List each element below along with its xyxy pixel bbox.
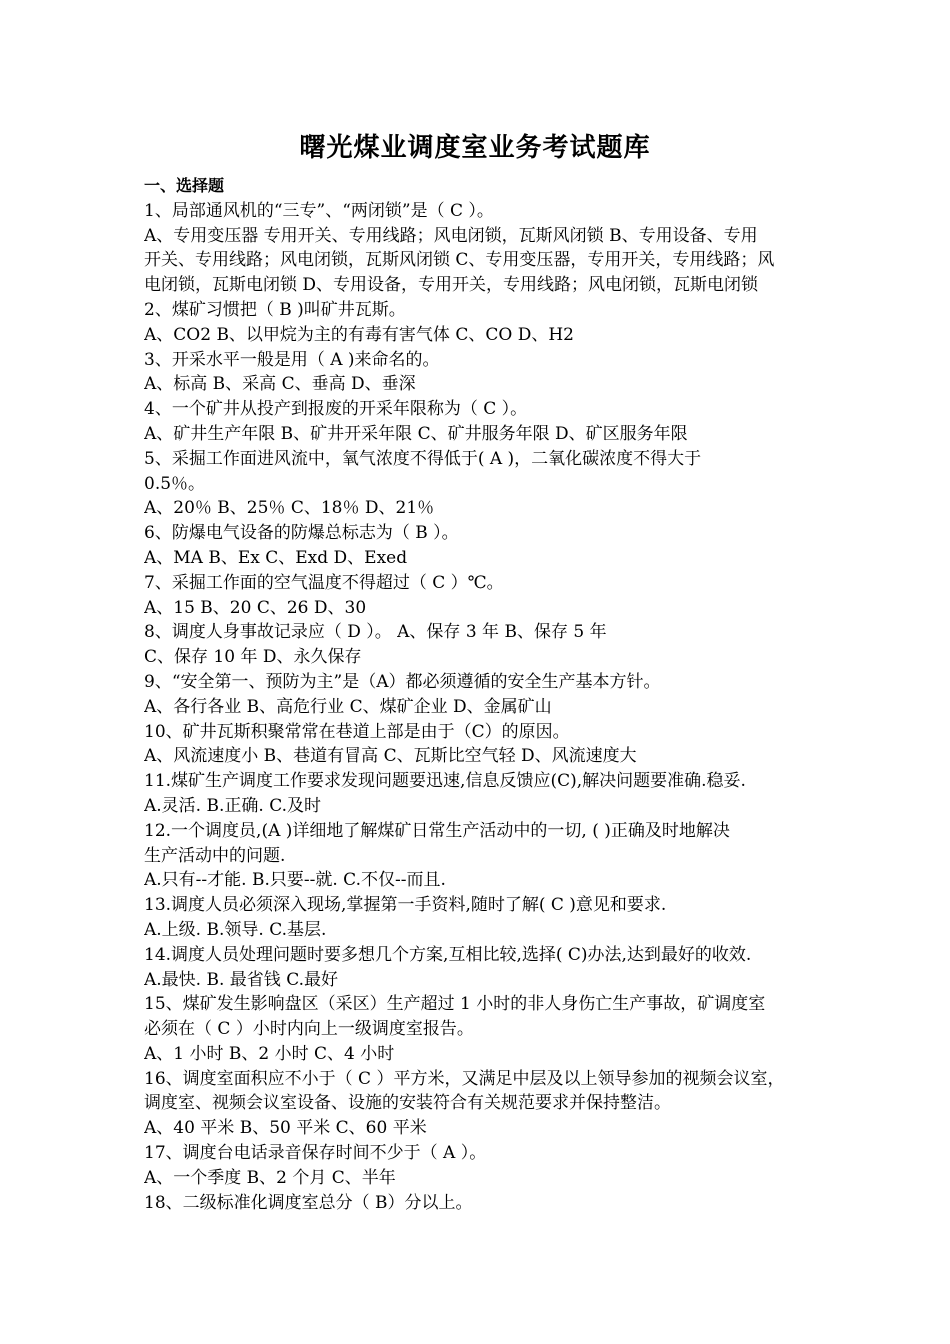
text-line: 15、煤矿发生影响盘区（采区）生产超过 1 小时的非人身伤亡生产事故，矿调度室 bbox=[144, 994, 766, 1015]
section-heading: 一、选择题 bbox=[144, 176, 225, 195]
text-line: 10、矿井瓦斯积聚常常在巷道上部是由于（C）的原因。 bbox=[144, 721, 570, 742]
text-line: 1、局部通风机的“三专”、“两闭锁”是（ C ）。 bbox=[144, 200, 494, 221]
text-line: A、1 小时 B、2 小时 C、4 小时 bbox=[144, 1043, 395, 1064]
text-line: A、一个季度 B、2 个月 C、半年 bbox=[144, 1167, 396, 1188]
text-line: A、40 平米 B、50 平米 C、60 平米 bbox=[144, 1118, 427, 1139]
text-line: 电闭锁，瓦斯电闭锁 D、专用设备，专用开关，专用线路；风电闭锁，瓦斯电闭锁 bbox=[144, 275, 759, 296]
text-line: A、标高 B、采高 C、垂高 D、垂深 bbox=[144, 374, 416, 395]
text-line: 16、调度室面积应不小于（ C ）平方米，又满足中层及以上领导参加的视频会议室， bbox=[144, 1068, 785, 1089]
document-body bbox=[144, 174, 816, 1215]
text-line: 14.调度人员处理问题时要多想几个方案,互相比较,选择( C)办法,达到最好的收效. bbox=[144, 944, 752, 965]
text-line: 11.煤矿生产调度工作要求发现问题要迅速,信息反馈应(C),解决问题要准确.稳妥. bbox=[144, 771, 746, 792]
text-line: 12.一个调度员,(A )详细地了解煤矿日常生产活动中的一切, ( )正确及时地解决 bbox=[144, 820, 730, 841]
text-line: 6、防爆电气设备的防爆总标志为（ B ）。 bbox=[144, 523, 459, 544]
text-line: C、保存 10 年 D、永久保存 bbox=[144, 647, 362, 668]
text-line: 5、采掘工作面进风流中，氧气浓度不得低于( A )，二氧化碳浓度不得大于 bbox=[144, 448, 702, 469]
text-line: A、15 B、20 C、26 D、30 bbox=[144, 597, 367, 618]
question-lines bbox=[144, 199, 816, 1216]
text-line: 9、“安全第一、预防为主”是（A）都必须遵循的安全生产基本方针。 bbox=[144, 671, 661, 692]
text-line: 4、一个矿井从投产到报废的开采年限称为（ C ）。 bbox=[144, 399, 528, 420]
text-line: 0.5％。 bbox=[144, 473, 206, 494]
text-line: A.上级. B.领导. C.基层. bbox=[144, 919, 327, 940]
text-line: A、专用变压器 专用开关、专用线路；风电闭锁，瓦斯风闭锁 B、专用设备、专用 bbox=[144, 225, 758, 246]
text-line: 13.调度人员必须深入现场,掌握第一手资料,随时了解( C )意见和要求. bbox=[144, 895, 667, 916]
text-line: 3、开采水平一般是用（ A )来命名的。 bbox=[144, 349, 440, 370]
text-line: A、CO2 B、以甲烷为主的有毒有害气体 C、CO D、H2 bbox=[144, 324, 574, 345]
text-line: 7、采掘工作面的空气温度不得超过（ C ）℃。 bbox=[144, 572, 504, 593]
document-title: 曙光煤业调度室业务考试题库 bbox=[299, 133, 651, 163]
text-line: A、MA B、Ex C、Exd D、Exed bbox=[144, 547, 408, 568]
text-line: A.只有--才能. B.只要--就. C.不仅--而且. bbox=[144, 870, 446, 891]
text-line: 必须在（ C ）小时内向上一级调度室报告。 bbox=[144, 1019, 474, 1040]
text-line: 生产活动中的问题. bbox=[144, 845, 286, 866]
text-line: 2、煤矿习惯把（ B )叫矿井瓦斯。 bbox=[144, 299, 406, 320]
text-line: A.灵活. B.正确. C.及时 bbox=[144, 795, 321, 816]
text-line: 17、调度台电话录音保存时间不少于（ A ）。 bbox=[144, 1143, 487, 1164]
text-line: A、20％ B、25％ C、18％ D、21％ bbox=[144, 498, 435, 519]
text-line: A、风流速度小 B、巷道有冒高 C、瓦斯比空气轻 D、风流速度大 bbox=[144, 746, 637, 767]
text-line: 8、调度人身事故记录应（ D ）。 A、保存 3 年 B、保存 5 年 bbox=[144, 622, 607, 643]
text-line: 开关、专用线路；风电闭锁，瓦斯风闭锁 C、专用变压器，专用开关，专用线路；风 bbox=[144, 250, 775, 271]
text-line: A.最快. B. 最省钱 C.最好 bbox=[144, 969, 338, 990]
text-line: 调度室、视频会议室设备、设施的安装符合有关规范要求并保持整洁。 bbox=[144, 1093, 671, 1114]
text-line: A、矿井生产年限 B、矿井开采年限 C、矿井服务年限 D、矿区服务年限 bbox=[144, 423, 688, 444]
text-line: 18、二级标准化调度室总分（ B）分以上。 bbox=[144, 1192, 473, 1213]
text-line: A、各行各业 B、高危行业 C、煤矿企业 D、金属矿山 bbox=[144, 696, 552, 717]
